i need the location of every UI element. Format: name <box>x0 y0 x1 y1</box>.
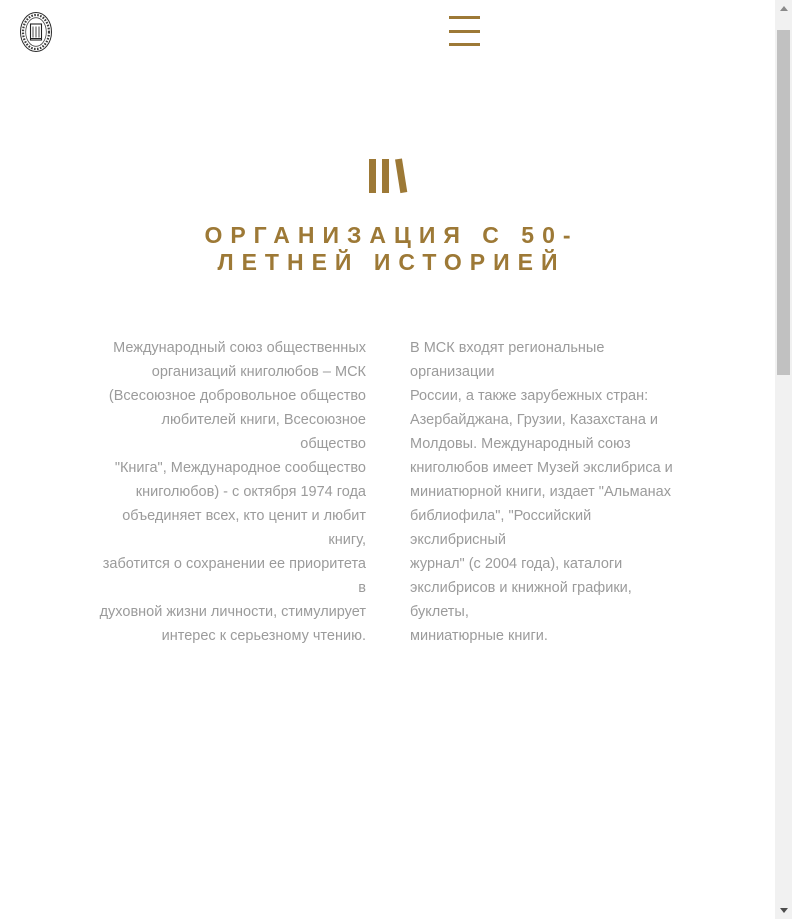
triangle-up-icon <box>780 6 788 11</box>
book-bar-leaning <box>395 158 407 193</box>
page-title <box>0 222 775 276</box>
page-title-line-1: ОРГАНИЗАЦИЯ С 50- <box>204 222 579 248</box>
triangle-down-icon <box>780 908 788 913</box>
text-line: Международный союз общественных <box>113 340 366 356</box>
text-line: духовной жизни личности, стимулирует <box>99 604 366 620</box>
text-line: "Книга", Международное сообщество <box>114 460 366 476</box>
scrollbar[interactable] <box>775 0 792 919</box>
text-line: организаций книголюбов – МСК <box>151 364 366 380</box>
text-line: миниатюрные книги. <box>410 628 548 644</box>
scroll-down-button[interactable] <box>775 902 792 919</box>
text-line: библиофила", "Российский экслибрисный <box>410 508 592 548</box>
scroll-up-button[interactable] <box>775 0 792 17</box>
hamburger-bar <box>449 16 480 19</box>
about-columns <box>93 336 683 648</box>
menu-toggle-button[interactable] <box>446 14 484 48</box>
seal-emblem-icon <box>19 11 53 53</box>
text-line: Молдовы. Международный союз <box>410 436 631 452</box>
text-line: экслибрисов и книжной графики, буклеты, <box>410 580 632 620</box>
book-bar <box>382 159 389 193</box>
text-line: журнал" (с 2004 года), каталоги <box>410 556 623 572</box>
text-line: (Всесоюзное добровольное общество <box>108 388 366 404</box>
book-bar <box>369 159 376 193</box>
text-line: интерес к серьезному чтению. <box>161 628 366 644</box>
leaning-books-icon <box>369 159 402 193</box>
text-line: России, а также зарубежных стран: <box>410 388 649 404</box>
text-line: В МСК входят региональные организации <box>410 340 605 380</box>
hamburger-bar <box>449 43 480 46</box>
text-line: любителей книги, Всесоюзное общество <box>161 412 366 452</box>
hamburger-bar <box>449 30 480 33</box>
about-text-left <box>93 336 366 648</box>
site-logo[interactable] <box>19 11 53 53</box>
text-line: Азербайджана, Грузии, Казахстана и <box>410 412 659 428</box>
text-line: заботится о сохранении ее приоритета в <box>102 556 366 596</box>
text-line: книголюбов имеет Музей экслибриса и <box>410 460 673 476</box>
text-line: книголюбов) - с октября 1974 года <box>135 484 366 500</box>
scrollbar-thumb[interactable] <box>777 30 790 375</box>
page-title-line-2: ЛЕТНЕЙ ИСТОРИЕЙ <box>217 249 566 275</box>
text-line: миниатюрной книги, издает "Альманах <box>410 484 671 500</box>
text-line: объединяет всех, кто ценит и любит книгу, <box>122 508 366 548</box>
about-text-right <box>410 336 683 648</box>
